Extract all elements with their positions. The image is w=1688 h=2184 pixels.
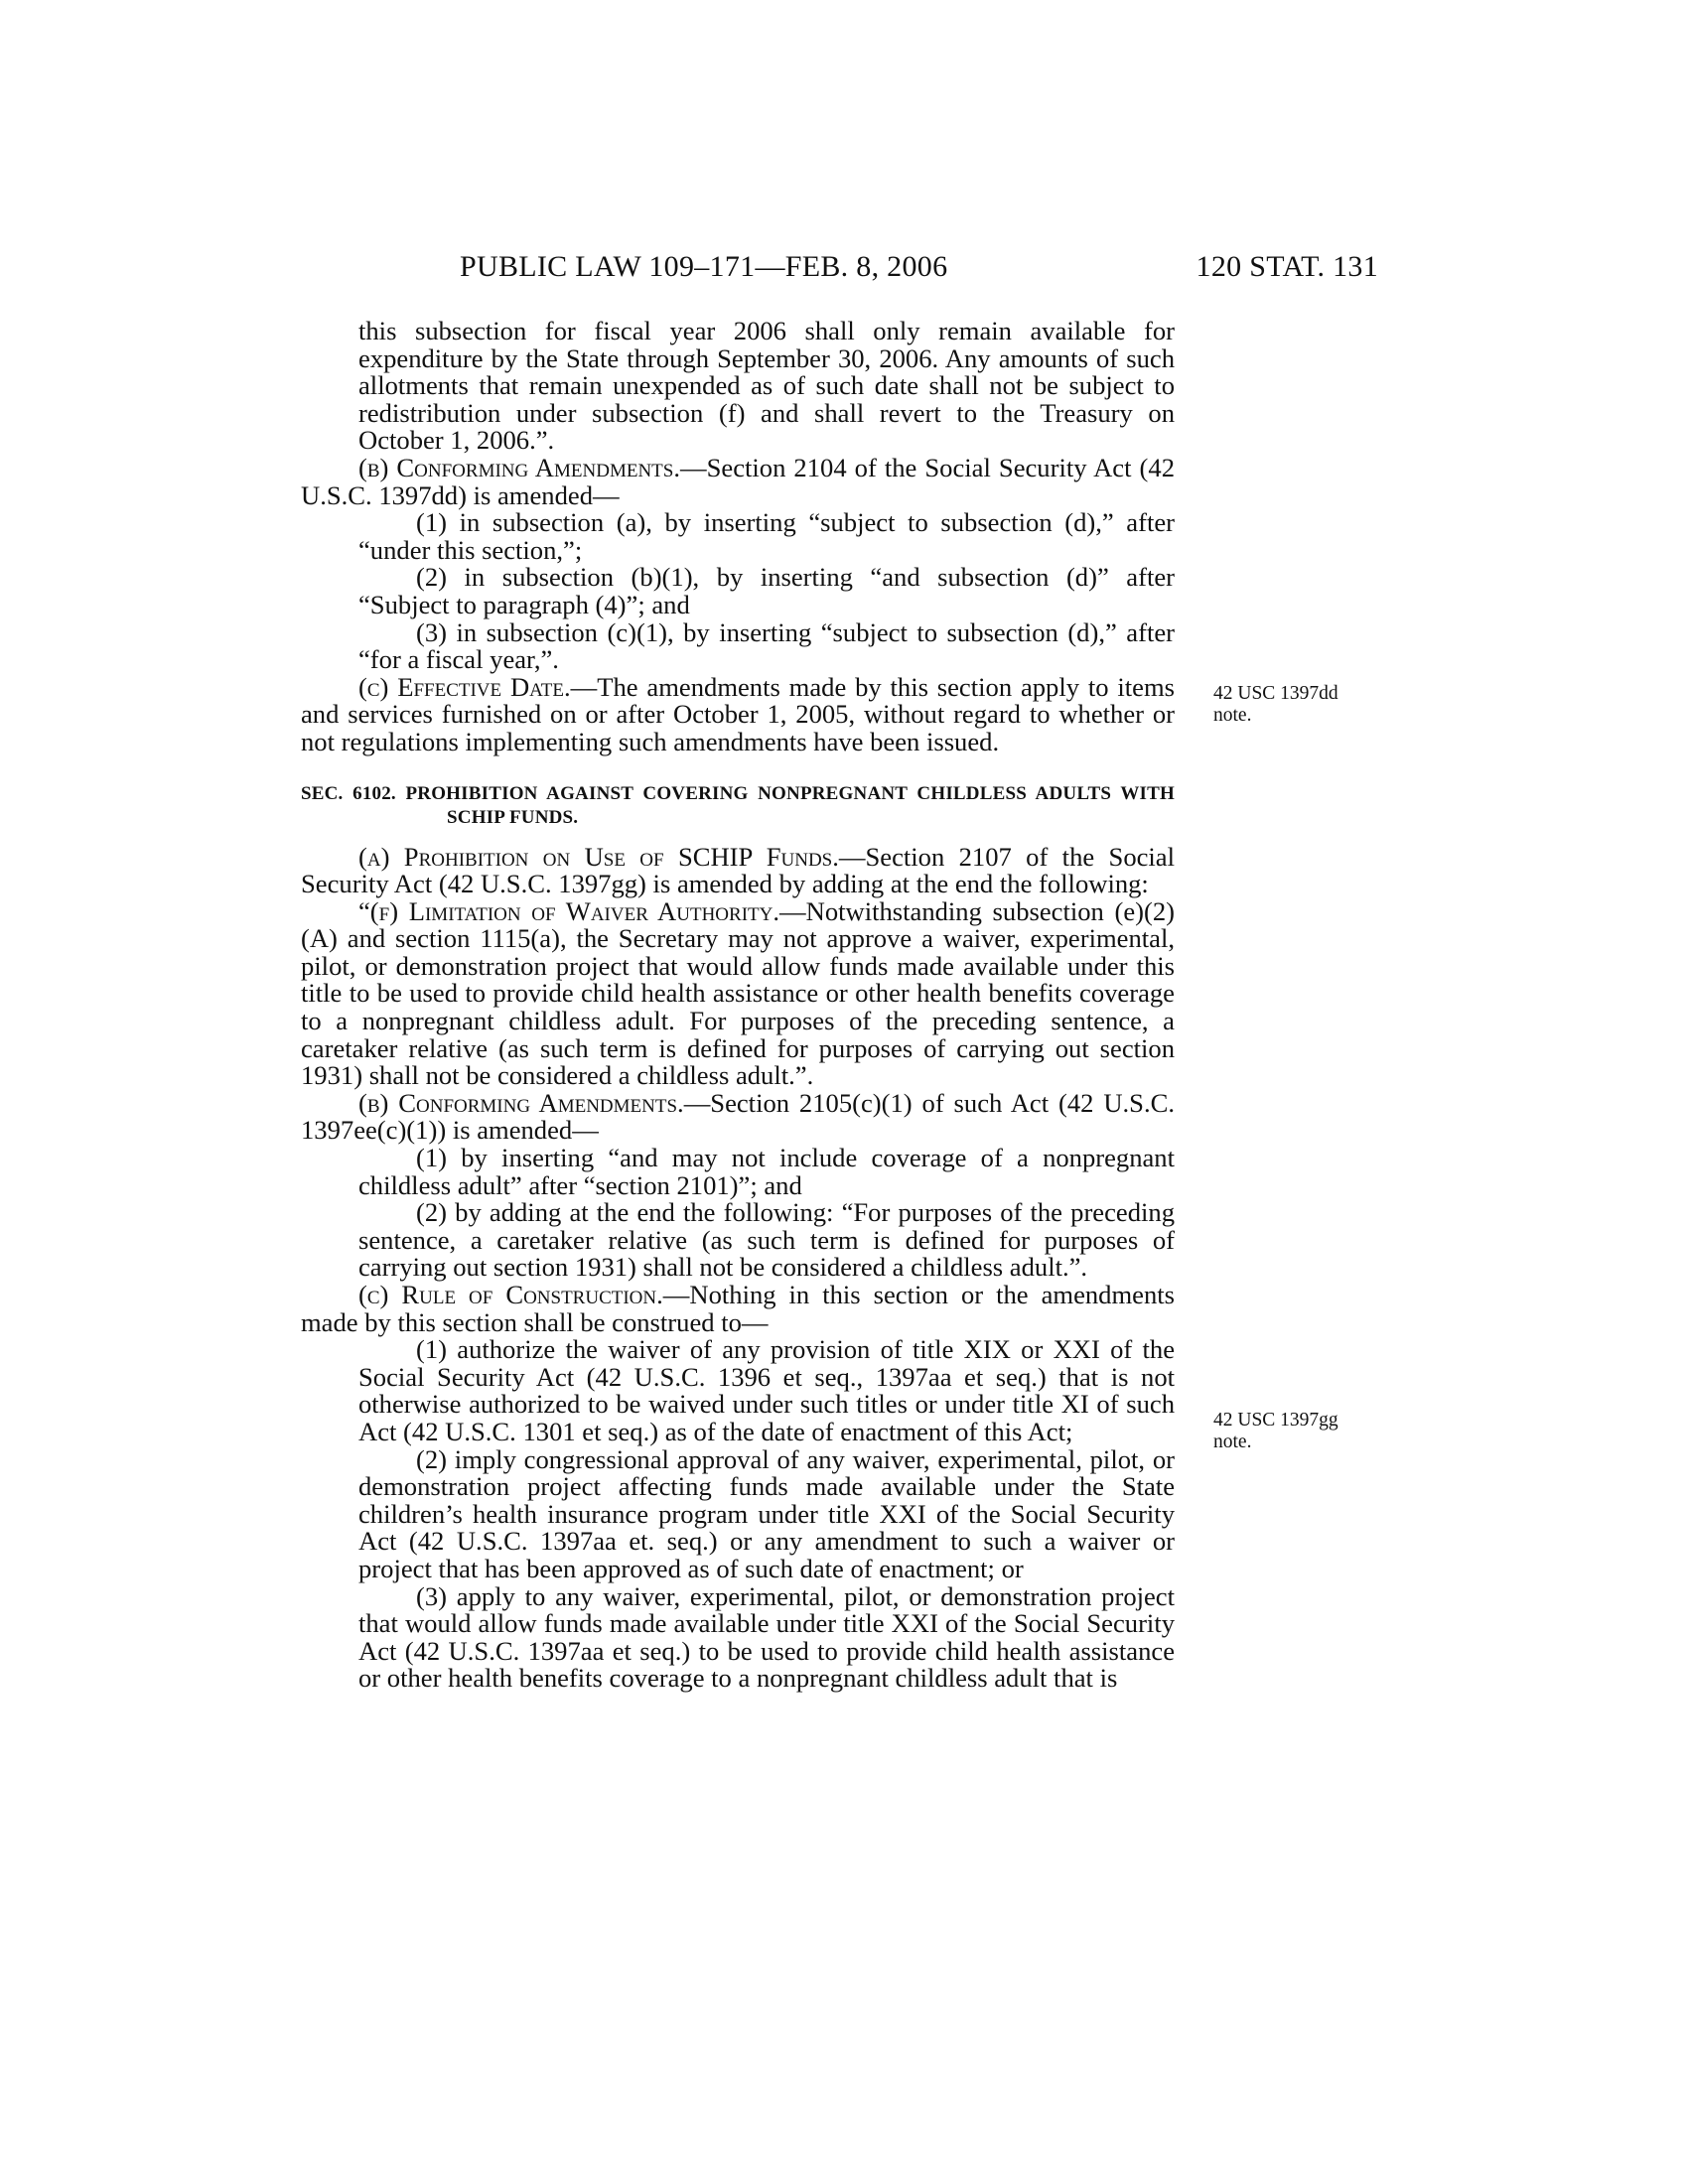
margin-note-citation: 42 USC 1397gg xyxy=(1213,1410,1338,1431)
margin-note-label: note. xyxy=(1213,1432,1252,1452)
paragraph-text: —Section 2104 of the Social Security Act (42 U.S.C. 1397dd) is amended— xyxy=(301,452,1175,510)
margin-note-citation: 42 USC 1397dd xyxy=(1213,683,1338,704)
paragraph xyxy=(301,1087,1176,1146)
paragraph-heading: (c) Effective Date. xyxy=(358,671,571,702)
paragraph: (3) apply to any waiver, experimental, pilot, or demonstration project that would allow funds made available under title XXI of the Social Security Act (42 U.S.C. 1397aa et seq.) to be used to provide child health assistance or other health benefits coverage to a nonpregnant childless adult that is xyxy=(358,1580,1175,1694)
paragraph: (2) by adding at the end the following: “For purposes of the preceding sentence, a caretaker relative (as such term is defined for purposes of carrying out section 1931) shall not be considered a childless adult.”. xyxy=(358,1197,1175,1283)
paragraph xyxy=(301,452,1175,510)
paragraph xyxy=(301,1282,1175,1336)
margin-note xyxy=(1213,683,1372,727)
paragraph xyxy=(301,671,1175,756)
paragraph-heading: (b) Conforming Amendments. xyxy=(358,1087,684,1118)
header-page-number: 120 STAT. 131 xyxy=(1196,250,1378,283)
paragraph: (1) in subsection (a), by inserting “subject to subsection (d),” after “under this section,”; xyxy=(358,507,1175,565)
body-text xyxy=(301,318,1175,1693)
paragraph-text: —Notwithstanding subsection (e)(2)(A) and section 1115(a), the Secretary may not approve a waiver, experimental, pilot, or demonstration project that would allow funds made available under this title to be used to provide child health assistance or other health benefits coverage to a nonpregnant childless adult. For purposes of the preceding sentence, a caretaker relative (as such term is defined for purposes of carrying out section 1931) shall not be considered a childless adult.”. xyxy=(301,895,1175,1091)
paragraph-heading: (b) Conforming Amendments. xyxy=(358,452,681,482)
paragraph: (2) in subsection (b)(1), by inserting “and subsection (d)” after “Subject to paragraph (4)”; and xyxy=(358,562,1175,619)
section-heading: SEC. 6102. PROHIBITION AGAINST COVERING NONPREGNANT CHILDLESS ADULTS WITH SCHIP FUNDS. xyxy=(301,782,1175,828)
paragraph-text: —Section 2107 of the Social Security Act (42 U.S.C. 1397gg) is amended by adding at the end the following: xyxy=(301,841,1175,899)
paragraph-heading: (a) Prohibition on Use of SCHIP Funds. xyxy=(358,841,839,872)
margin-note xyxy=(1213,1410,1372,1453)
paragraph: (3) in subsection (c)(1), by inserting “subject to subsection (d),” after “for a fiscal year,”. xyxy=(358,616,1175,675)
paragraph-heading: “(f) Limitation of Waiver Authority. xyxy=(358,895,780,926)
paragraph: (1) authorize the waiver of any provision of title XIX or XXI of the Social Security Act (42 U.S.C. 1396 et seq., 1397aa et seq.) that is not otherwise authorized to be waived under such titles or under title XI of such Act (42 U.S.C. 1301 et seq.) as of the date of enactment of this Act; xyxy=(358,1334,1175,1446)
paragraph: (1) by inserting “and may not include coverage of a nonpregnant childless adult” after “section 2101)”; and xyxy=(358,1143,1175,1200)
paragraph xyxy=(301,895,1175,1091)
paragraph-text: —Nothing in this section or the amendments made by this section shall be construed to— xyxy=(301,1280,1175,1337)
margin-note-label: note. xyxy=(1213,705,1252,726)
paragraph-text: —The amendments made by this section apply to items and services furnished on or after October 1, 2005, without regard to whether or not regulations implementing such amendments have been issued. xyxy=(301,671,1175,756)
paragraph-text: —Section 2105(c)(1) of such Act (42 U.S.C. 1397ee(c)(1)) is amended— xyxy=(301,1087,1176,1146)
paragraph: this subsection for fiscal year 2006 shall only remain available for expenditure by the State through September 30, 2006. Any amounts of such allotments that remain unexpended as of such date shall not be subject to redistribution under subsection (f) and shall revert to the Treasury on October 1, 2006.”. xyxy=(358,316,1175,456)
paragraph xyxy=(301,841,1175,899)
paragraph: (2) imply congressional approval of any waiver, experimental, pilot, or demonstration project affecting funds made available under the State children’s health insurance program under title XXI of the Social Security Act (42 U.S.C. 1397aa et. seq.) or any amendment to such a waiver or project that has been approved as of such date of enactment; or xyxy=(358,1443,1175,1583)
paragraph-heading: (c) Rule of Construction. xyxy=(358,1280,663,1309)
header-title: PUBLIC LAW 109–171—FEB. 8, 2006 xyxy=(460,250,948,283)
